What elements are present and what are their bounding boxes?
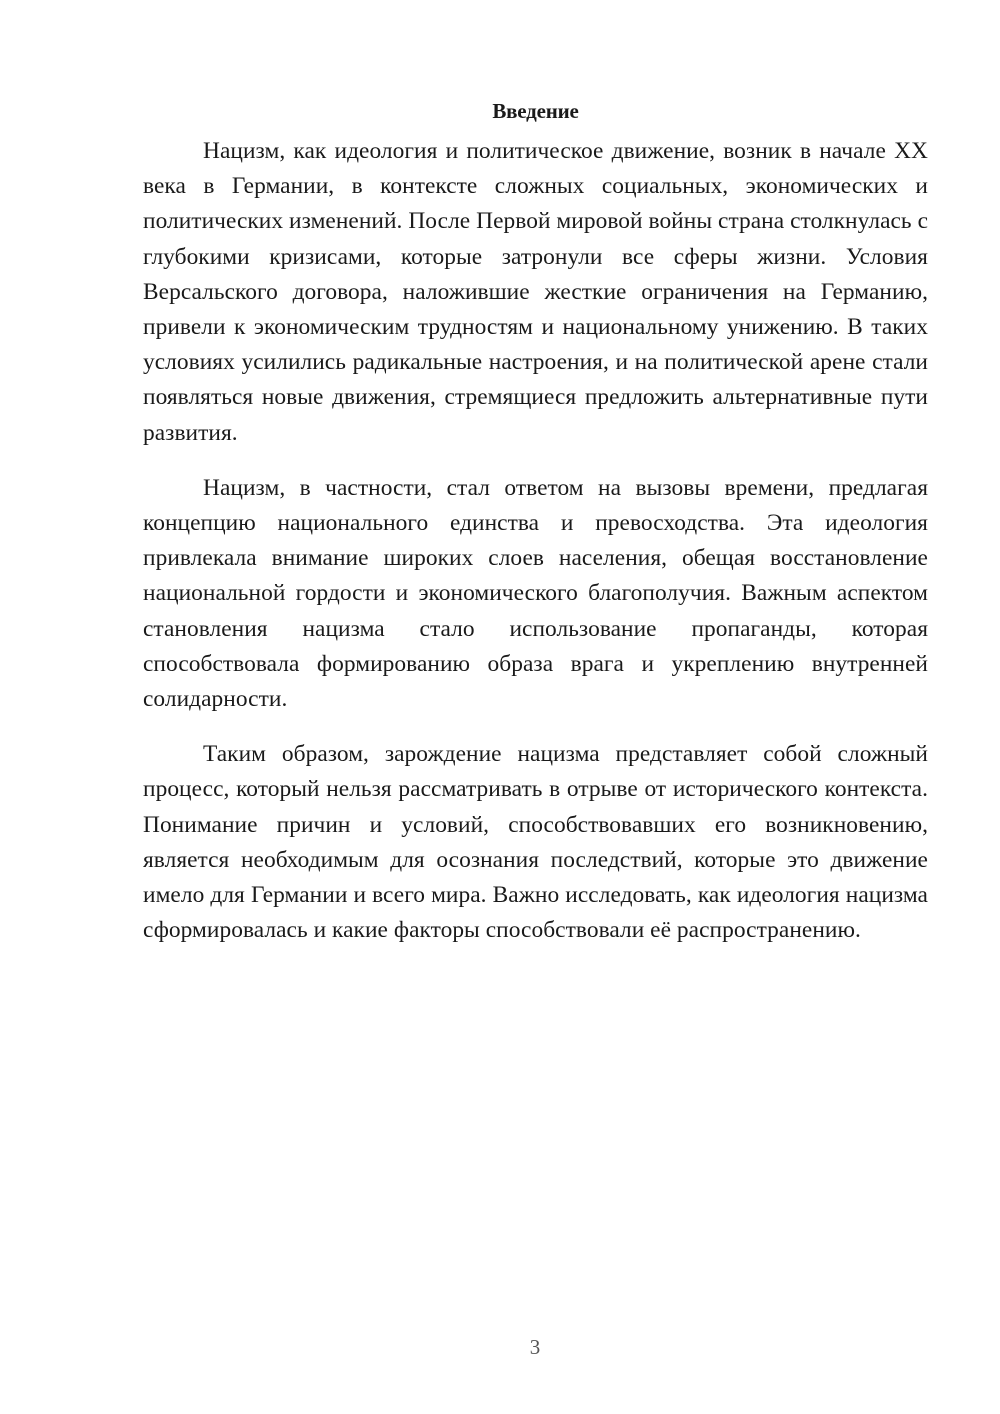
page-number: 3 [529,1335,541,1359]
paragraph-2: Нацизм, в частности, стал ответом на вызовы времени, предлагая концепцию национального единства и превосходства. Эта идеология привлекала внимание широких слоев населения, обещая восстановление национальной гордости и экономического благополучия. Важным аспектом становления нацизма стало использование пропаганды, которая способствовала формированию образа врага и укреплению внутренней солидарности. [143,474,928,713]
section-title: Введение [492,99,579,123]
page-content [143,96,928,968]
paragraph-3: Таким образом, зарождение нацизма представляет собой сложный процесс, который нельзя рассматривать в отрыве от исторического контекста. Понимание причин и условий, способствовавших его возникновению, является необходимым для осознания последствий, которые это движение имело для Германии и всего мира. Важно исследовать, как идеология нацизма сформировалась и какие факторы способствовали её распространению. [143,741,928,944]
paragraph-1: Нацизм, как идеология и политическое движение, возник в начале XX века в Германии, в контексте сложных социальных, экономических и политических изменений. После Первой мировой войны страна столкнулась с глубокими кризисами, которые затронули все сферы жизни. Условия Версальского договора, наложившие жесткие ограничения на Германию, привели к экономическим трудностям и национальному унижению. В таких условиях усилились радикальные настроения, и на политической арене стали появляться новые движения, стремящиеся предложить альтернативные пути развития. [143,138,928,446]
